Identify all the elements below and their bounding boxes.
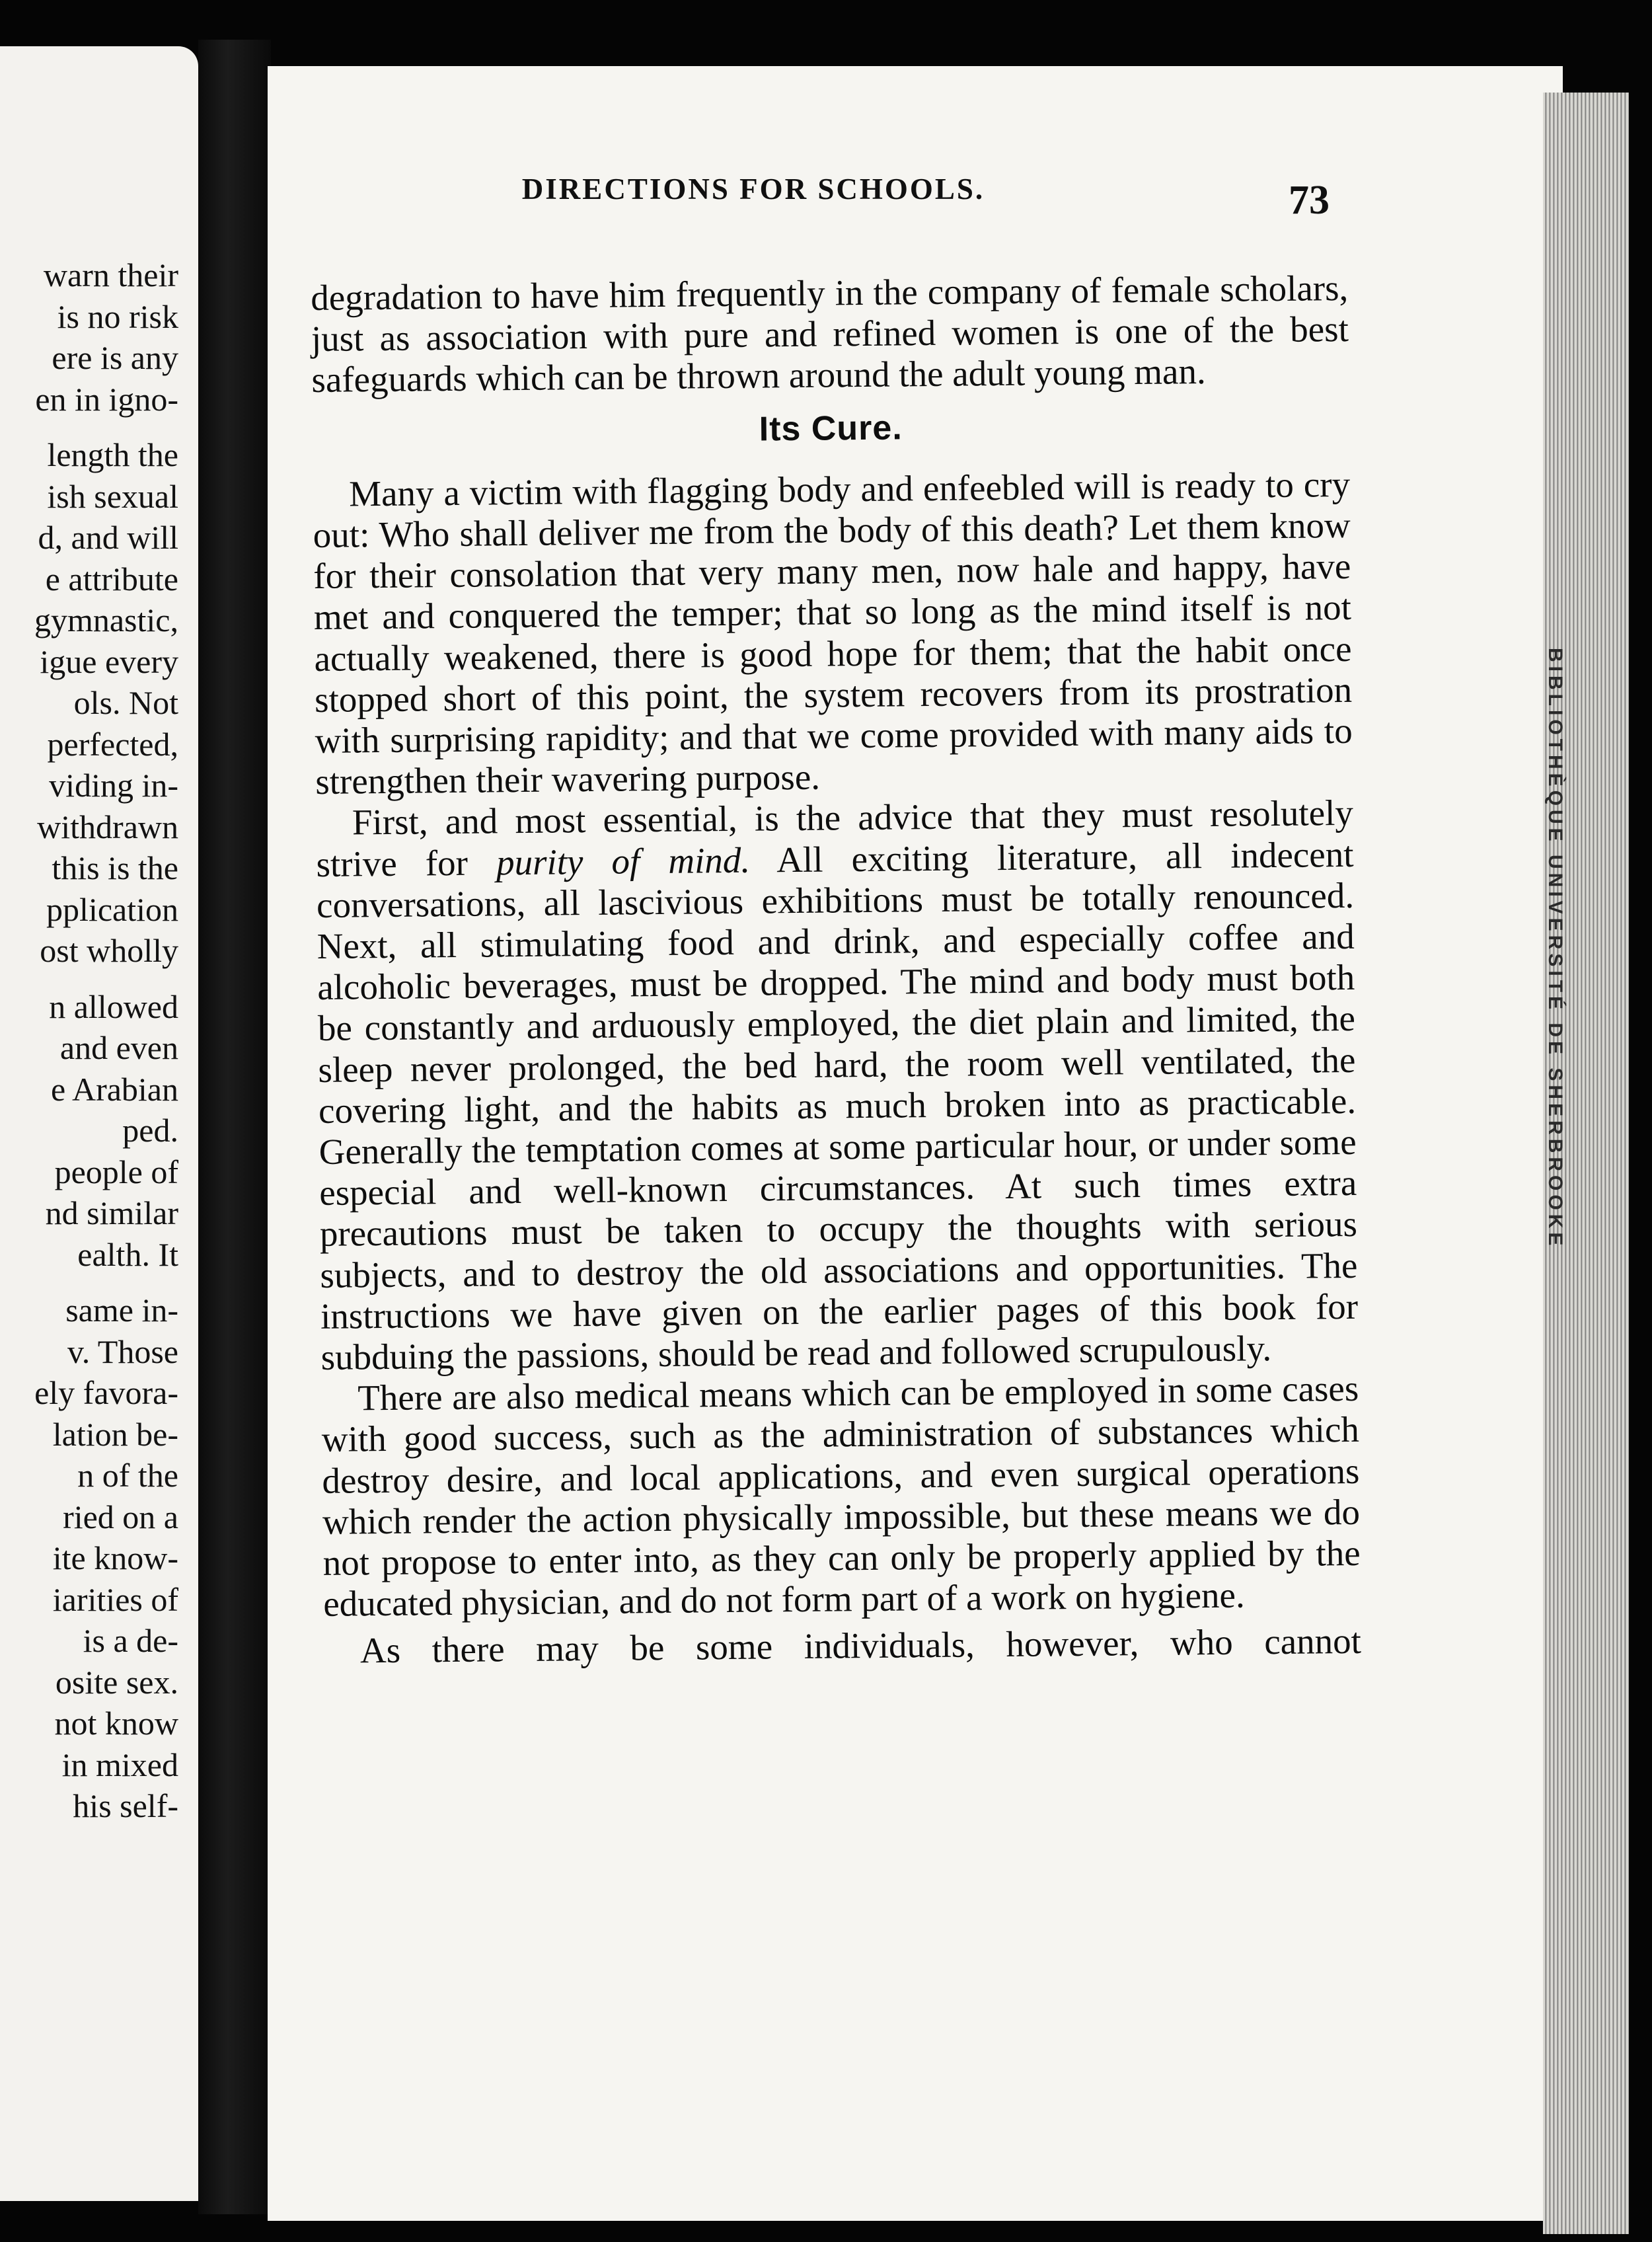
paragraph: Many a victim with flagging body and enfeebled will is ready to cry out: Who shall deliver me from the body of this death? Let them know for their consolation that very many men, now hale and happy, have met and conquered the temper; that so long as the mind itself is not actually weakened, there is good hope for them; that the habit once stopped short of this point, the system recovers from its prostration with surprising rapidity; and that we come provided with many aids to strengthen their wavering purpose. [313,463,1353,802]
left-page-line: ped. [122,1112,178,1149]
left-page-line: iarities of [52,1580,178,1618]
left-page-line: e attribute [45,560,178,598]
paragraph: There are also medical means which can be employed in some cases with good success, such as the administration of substances which destroy desire, and local applications, and even surgical operations which render the action physically impossible, but these means we do not propose to enter into, as they can only be properly applied by the educated physician, and do not form part of a work on hygiene. [321,1368,1361,1625]
left-page-line: e Arabian [51,1070,178,1108]
emphasis-text: purity of mind. [496,839,751,882]
body-text [311,268,1361,1672]
left-page-line: v. Those [67,1333,178,1370]
left-page-line: d, and will [38,519,178,556]
section-heading: Its Cure. [759,408,903,449]
left-page-line: ite know- [52,1539,178,1576]
left-page-line: this is the [52,849,178,886]
left-page-line: same in- [65,1292,178,1329]
book-gutter [198,40,271,2214]
left-page-line: en in igno- [35,380,178,418]
left-page-line: lation be- [52,1415,178,1453]
left-page-line: pplication [46,890,178,928]
paragraph [316,792,1359,1378]
left-page-line: ost wholly [40,932,178,969]
left-page-line: igue every [40,642,178,680]
left-page-line: ried on a [63,1498,178,1535]
left-page-line: is a de- [83,1622,178,1659]
left-page-line: people of [54,1153,178,1190]
left-page-line: withdrawn [37,808,178,845]
left-page-line: in mixed [61,1746,178,1783]
paragraph-text: First, and most essential, is the advice that they must resolutely strive for [316,792,1354,884]
library-stamp: BIBLIOTHÈQUE UNIVERSITÉ DE SHERBROOKE [1544,648,1566,1250]
left-page-line: length the [47,436,178,473]
left-page-line: osite sex. [55,1663,178,1701]
left-page-line: ere is any [52,339,178,376]
left-page-line: his self- [73,1787,178,1824]
page-number: 73 [1289,178,1330,223]
left-page [0,46,198,2201]
left-page-line: ols. Not [73,684,178,721]
left-page-line: not know [54,1705,178,1742]
opening-paragraph: degradation to have him frequently in the company of female scholars, just as association with pure and refined women is one of the best safeguards which can be thrown around the adult young man. [311,267,1349,401]
left-page-line: is no risk [57,297,178,335]
paragraph-text: All exciting literature, all indecent conversations, all lascivious exhibitions must be totally renounced. Next, all stimulating food and drink, and especially coffee and alcoholic beverages, must be dropped. The mind and body must both be constantly and arduously employed, the diet plain and limited, the sleep never prolonged, the bed hard, the room well ventilated, the covering light, and the habits as much broken into as practicable. Generally the temptation comes at some particular hour, or under some especial and well-known circumstances. At such times extra precautions must be taken to occupy the thoughts with serious subjects, and to destroy the old associations and opportunities. The instructions we have given on the earlier pages of this book for subduing the passions, should be read and followed scrupulously. [316,833,1359,1378]
left-page-line: nd similar [45,1194,178,1231]
left-page-line: perfected, [47,725,178,763]
left-page-line: warn their [43,256,178,293]
paragraph: As there may be some individuals, however, who cannot [359,1620,1362,1670]
left-page-line: n of the [77,1457,178,1494]
left-page-line: ealth. It [77,1235,178,1273]
left-page-line: ely favora- [34,1374,178,1411]
running-head: DIRECTIONS FOR SCHOOLS. [521,173,985,206]
left-page-line: ish sexual [47,477,178,515]
left-page-line: viding in- [49,767,178,804]
left-page-line: n allowed [49,987,178,1025]
left-page-line: and even [59,1029,178,1066]
left-page-line: gymnastic, [34,601,178,638]
